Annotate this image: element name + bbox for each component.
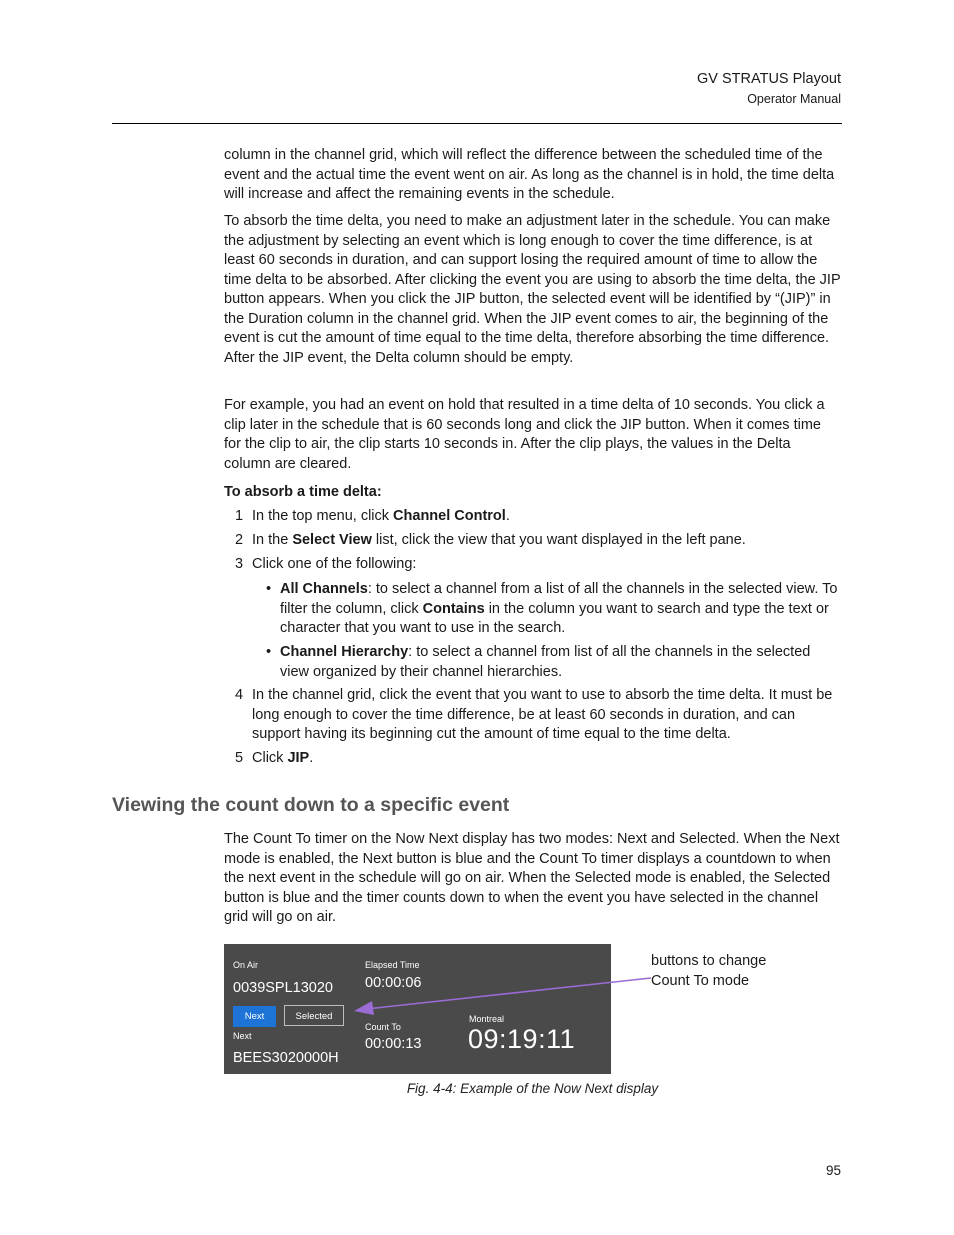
next-value: BEES3020000H <box>233 1050 339 1066</box>
paragraph-1: column in the channel grid, which will reflect the difference between the scheduled time of the event and the actual time the event went on air. As long as the channel is in hold, the time delta will increase and affect the remaining events in the schedule. <box>224 147 835 202</box>
on-air-value: 0039SPL13020 <box>233 980 333 996</box>
select-view-label: Select View <box>292 532 372 548</box>
location-label: Montreal <box>469 1014 505 1024</box>
step-text: In the channel grid, click the event that you want to use to absorb the time delta. It must be long enough to cover the time difference, be at least 60 seconds in duration, and can support having its beginning cut the amount of time equal to the time delta. <box>252 687 833 742</box>
callout-line-1: buttons to change <box>651 953 767 969</box>
page-number: 95 <box>825 1163 841 1178</box>
next-label: Next <box>233 1031 252 1041</box>
callout-arrow-line <box>366 978 651 1009</box>
procedure-title: To absorb a time delta: <box>224 484 382 500</box>
elapsed-time-label: Elapsed Time <box>365 960 420 970</box>
step-number: 3 <box>235 556 244 572</box>
header-rule <box>112 123 842 124</box>
section-paragraph: The Count To timer on the Now Next display has two modes: Next and Selected. When the Next mode is enabled, the Next button is blue and the Count To timer displays a countdown to when the next event in the schedule will go on air. When the Selected mode is enabled, the Selected button is blue and the timer counts down to when the event you have selected in the channel grid will go on air. <box>224 831 840 925</box>
header-title: GV STRATUS Playout <box>697 71 841 87</box>
bullet-icon: • <box>266 644 272 660</box>
step-text: In the top menu, click Channel Control. <box>252 508 510 524</box>
step-number: 1 <box>235 508 244 524</box>
jip-label: JIP <box>287 750 310 766</box>
figure-caption: Fig. 4-4: Example of the Now Next display <box>406 1081 659 1096</box>
elapsed-time-value: 00:00:06 <box>365 975 422 991</box>
selected-button[interactable]: Selected <box>284 1005 344 1026</box>
paragraph-2: To absorb the time delta, you need to make an adjustment later in the schedule. You can make the adjustment by selecting an event which is long enough to cover the time difference, is at least 60 seconds in duration, and can support losing the required amount of time to allow the time delta to be absorbed. After clicking the event you are using to absorb the time delta, the JIP button appears. When you click the JIP button, the selected event will be identified by “(JIP)” in the Duration column in the channel grid. When the JIP event comes to air, the beginning of the event is cut the amount of time equal to the time delta, therefore absorbing the time difference. After the JIP event, the Delta column should be empty. <box>224 213 841 366</box>
step-number: 4 <box>235 687 244 703</box>
bullet-text: Channel Hierarchy: to select a channel from list of all the channels in the selected view organized by their channel hierarchies. <box>280 644 811 680</box>
step-number: 2 <box>235 532 244 548</box>
callout-arrow <box>340 970 655 1020</box>
section-title: Viewing the count down to a specific event <box>112 794 510 816</box>
count-to-label: Count To <box>365 1022 401 1032</box>
step-text: Click JIP. <box>252 750 314 766</box>
step-text: In the Select View list, click the view that you want displayed in the left pane. <box>252 532 746 548</box>
menu-channel-control: Channel Control <box>393 508 506 524</box>
callout-arrow-head <box>354 1001 374 1015</box>
count-to-value: 00:00:13 <box>365 1036 422 1052</box>
on-air-label: On Air <box>233 960 259 970</box>
next-button[interactable]: Next <box>233 1006 276 1027</box>
step-text: Click one of the following: <box>252 556 417 572</box>
step-number: 5 <box>235 750 244 766</box>
clock-value: 09:19:11 <box>468 1024 576 1054</box>
bullet-text: All Channels: to select a channel from a list of all the channels in the selected view. To filter the column, click Contains in the column you want to search and type the text or character that you want to use in the search. <box>280 581 838 636</box>
callout-text <box>651 952 766 991</box>
bullet-icon: • <box>266 581 272 597</box>
callout-line-2: Count To mode <box>651 972 750 989</box>
paragraph-3: For example, you had an event on hold that resulted in a time delta of 10 seconds. You click a clip later in the schedule that is 60 seconds long and click the JIP button. When it comes time for the clip to air, the clip starts 10 seconds in. After the clip plays, the values in the Delta column are cleared. <box>224 397 825 472</box>
header-subtitle: Operator Manual <box>747 92 841 106</box>
